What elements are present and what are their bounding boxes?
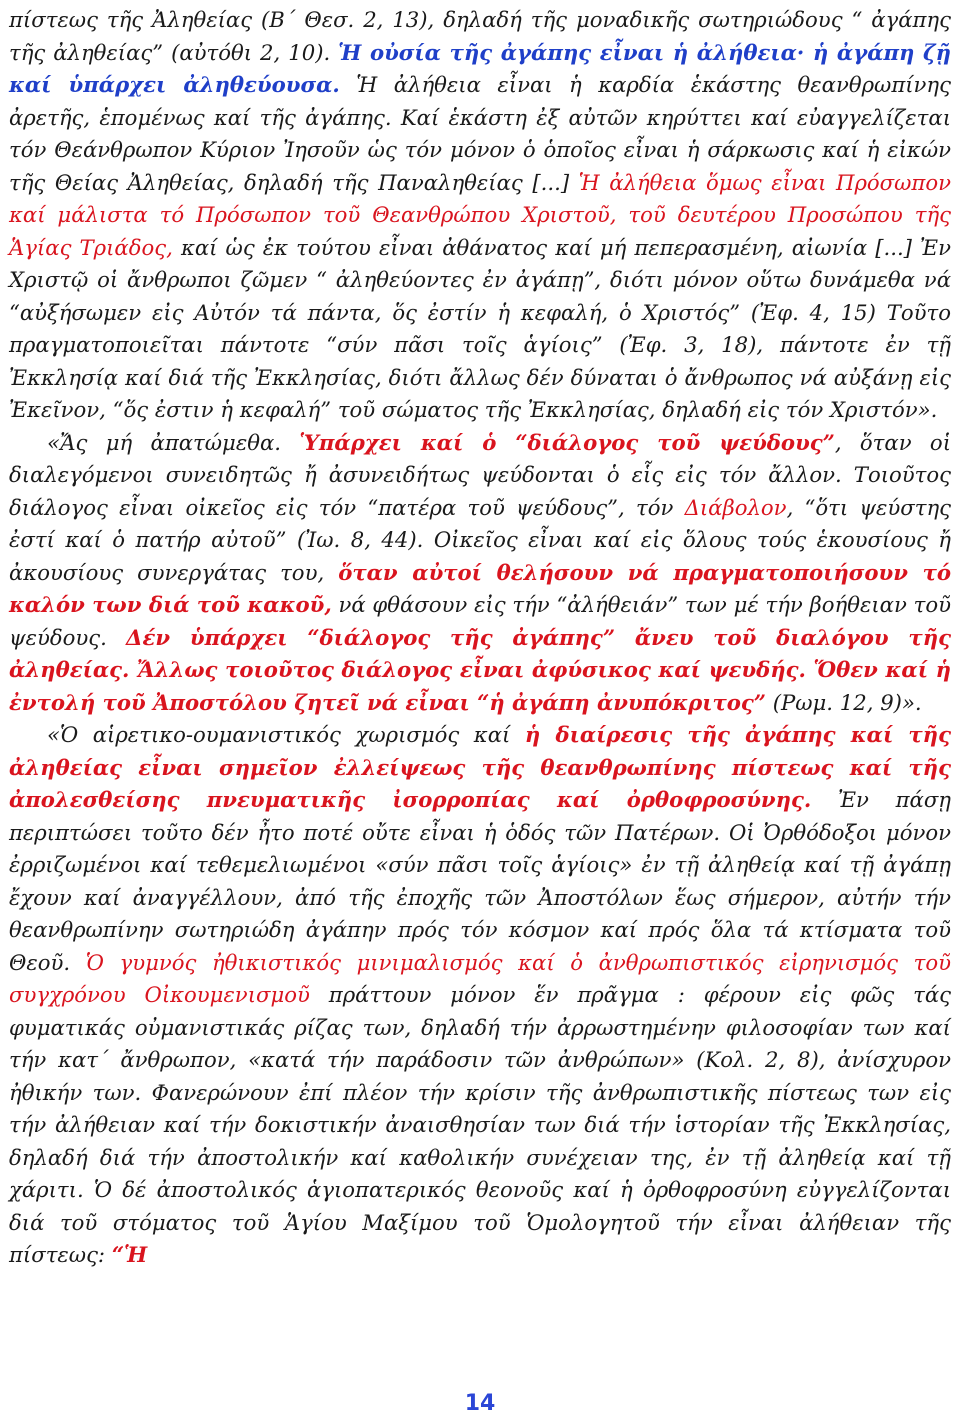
text-run: Ἡ οὐσία τῆς ἀγάπης εἶναι ἡ ἀλήθεια· ἡ ἀγάπη ζῇ καί ὑπάρχει ἀληθεύουσα. xyxy=(9,39,951,97)
text-run: νά φθάσουν εἰς τήν “ἀλήθειάν” των μέ τήν βοήθειαν τοῦ ψεύδους. xyxy=(9,592,951,650)
page-number: 14 xyxy=(464,1391,496,1416)
text-run: “Ἡ xyxy=(111,1242,148,1267)
text-run: , ὅταν οἱ διαλεγόμενοι συνειδητῶς ἤ ἀσυνειδήτως ψεύδονται ὁ εἷς εἰς τόν ἄλλον. Τοιοῦτος διάλογος εἶναι οἰκεῖος εἰς τόν “πατέρα τοῦ ψεύδους”, τόν xyxy=(9,429,951,520)
paragraph-1 xyxy=(9,4,951,427)
text-run: Δέν ὑπάρχει “διάλογος τῆς ἀγάπης” ἄνευ τοῦ διαλόγου τῆς ἀληθείας. Ἄλλως τοιοῦτος διάλογος εἶναι ἀφύσικος καί ψευδής. Ὅθεν καί ἡ ἐντολή τοῦ Ἀποστόλου ζητεῖ νά εἶναι “ἡ ἀγάπη ἀνυπόκριτος” xyxy=(9,624,951,715)
text-run: (Ρωμ. 12, 9)». xyxy=(766,689,922,715)
text-run: ὅταν αὐτοί θελήσουν νά πραγματοποιήσουν τό καλόν των διά τοῦ κακοῦ, xyxy=(9,559,951,617)
text-run: , “ὅτι ψεύστης ἐστί καί ὁ πατήρ αὐτοῦ” (Ἰω. 8, 44). Οἰκεῖος εἶναι καί εἰς ὅλους τούς ἑκουσίους ἤ ἀκουσίους συνεργάτας του, xyxy=(9,494,951,585)
text-run: Διάβολον xyxy=(684,494,787,520)
text-run: Ἡ ἀλήθεια εἶναι ἡ καρδία ἑκάστης θεανθρωπίνης ἀρετῆς, ἑπομένως καί τῆς ἀγάπης. Καί ἑκάστη ἐξ αὐτῶν κηρύττει καί εὐαγγελίζεται τόν Θεάνθρωπον Κύριον Ἰησοῦν ὡς τόν μόνον ὁ ὁποῖος εἶναι ἡ σάρκωσις καί ἡ εἰκών τῆς Θείας Ἀληθείας, δηλαδή τῆς Παναληθείας [...] xyxy=(9,72,951,195)
paragraph-3 xyxy=(9,719,951,1272)
text-run: Ὁ γυμνός ἠθικιστικός μινιμαλισμός καί ὁ ἀνθρωπιστικός εἰρηνισμός τοῦ συγχρόνου Οἰκουμενισμοῦ xyxy=(9,949,951,1007)
text-run: πράττουν μόνον ἕν πρᾶγμα : φέρουν εἰς φῶς τάς φυματικάς οὐμανιστικάς ρίζας των, δηλαδή τήν ἀρρωστημένην φιλοσοφίαν των καί τήν κατ΄ ἄνθρωπον, «κατά τήν παράδοσιν τῶν ἀνθρώπων» (Κολ. 2, 8), ἀνίσχυρον ἠθικήν των. Φανερώνουν ἐπί πλέον τήν κρίσιν τῆς ἀνθρωπιστικῆς πίστεως των εἰς τήν ἀλήθειαν καί τήν δοκιστικήν ἀναισθησίαν των διά τήν ἱστορίαν τῆς Ἐκκλησίας, δηλαδή διά τήν ἀποστολικήν καί καθολικήν συνέχειαν της, ἐν τῇ ἀληθείᾳ καί τῇ χάριτι. Ὁ δέ ἀποστολικός ἁγιοπατερικός θεονοῦς καί ἡ ὀρθοφροσύνη εὐγγελίζονται διά τοῦ στόματος τοῦ Ἁγίου Μαξίμου τοῦ Ὁμολογητοῦ τήν εἶναι ἀλήθειαν τῆς πίστεως: xyxy=(9,982,951,1267)
paragraph-2 xyxy=(9,427,951,720)
document-body xyxy=(9,4,951,1272)
text-run: Ἡ ἀλήθεια ὅμως εἶναι Πρόσωπον καί μάλιστα τό Πρόσωπον τοῦ Θεανθρώπου Χριστοῦ, τοῦ δευτέρου Προσώπου τῆς Ἁγίας Τριάδος, xyxy=(9,169,951,260)
text-run: «Ἄς μή ἀπατώμεθα. xyxy=(47,429,300,455)
text-run: πίστεως τῆς Ἀληθείας (Β΄ Θεσ. 2, 13), δηλαδή τῆς μοναδικῆς σωτηριώδους “ ἀγάπης τῆς ἀληθείας” (αὐτόθι 2, 10). xyxy=(9,7,951,65)
text-run: Ὑπάρχει καί ὁ “διάλογος τοῦ ψεύδους” xyxy=(299,429,835,455)
text-run: Ἐν πάσῃ περιπτώσει τοῦτο δέν ἦτο ποτέ οὔτε εἶναι ἡ ὁδός τῶν Πατέρων. Οἱ Ὀρθόδοξοι μόνον ἐρριζωμένοι καί τεθεμελιωμένοι «σύν πᾶσι τοῖς ἁγίοις» ἐν τῇ ἀληθείᾳ καί τῇ ἀγάπῃ ἔχουν καί ἀναγγέλλουν, ἀπό τῆς ἐποχῆς τῶν Ἀποστόλων ἕως σήμερον, αὐτήν τήν θεανθρωπίνην σωτηριώδη ἀγάπην πρός τόν κόσμον καί πρός ὅλα τά κτίσματα τοῦ Θεοῦ. xyxy=(9,787,951,975)
text-run: «Ὁ αἱρετικο-ουμανιστικός χωρισμός καί xyxy=(47,722,525,747)
text-run: καί ὡς ἐκ τούτου εἶναι ἀθάνατος καί μή πεπερασμένη, αἰωνία [...] Ἐν Χριστῷ οἱ ἄνθρωποι ζῶμεν “ ἀληθεύοντες ἐν ἀγάπῃ”, διότι μόνον οὕτω δυνάμεθα νά “αὐξήσωμεν εἰς Αὐτόν τά πάντα, ὅς ἐστίν ἡ κεφαλή, ὁ Χριστός” (Ἐφ. 4, 15) Τοῦτο πραγματοποιεῖται πάντοτε “σύν πᾶσι τοῖς ἁγίοις” (Ἐφ. 3, 18), πάντοτε ἐν τῇ Ἐκκλησίᾳ καί διά τῆς Ἐκκλησίας, διότι ἄλλως δέν δύναται ὁ ἄνθρωπος νά αὐξάνῃ εἰς Ἐκεῖνον, “ὅς ἐστιν ἡ κεφαλή” τοῦ σώματος τῆς Ἐκκλησίας, δηλαδή εἰς τόν Χριστόν». xyxy=(9,234,951,422)
text-run: ἡ διαίρεσις τῆς ἀγάπης καί τῆς ἀληθείας εἶναι σημεῖον ἐλλείψεως τῆς θεανθρωπίνης πίστεως καί τῆς ἀπολεσθείσης πνευματικῆς ἰσορροπίας καί ὀρθοφροσύνης. xyxy=(9,722,951,812)
